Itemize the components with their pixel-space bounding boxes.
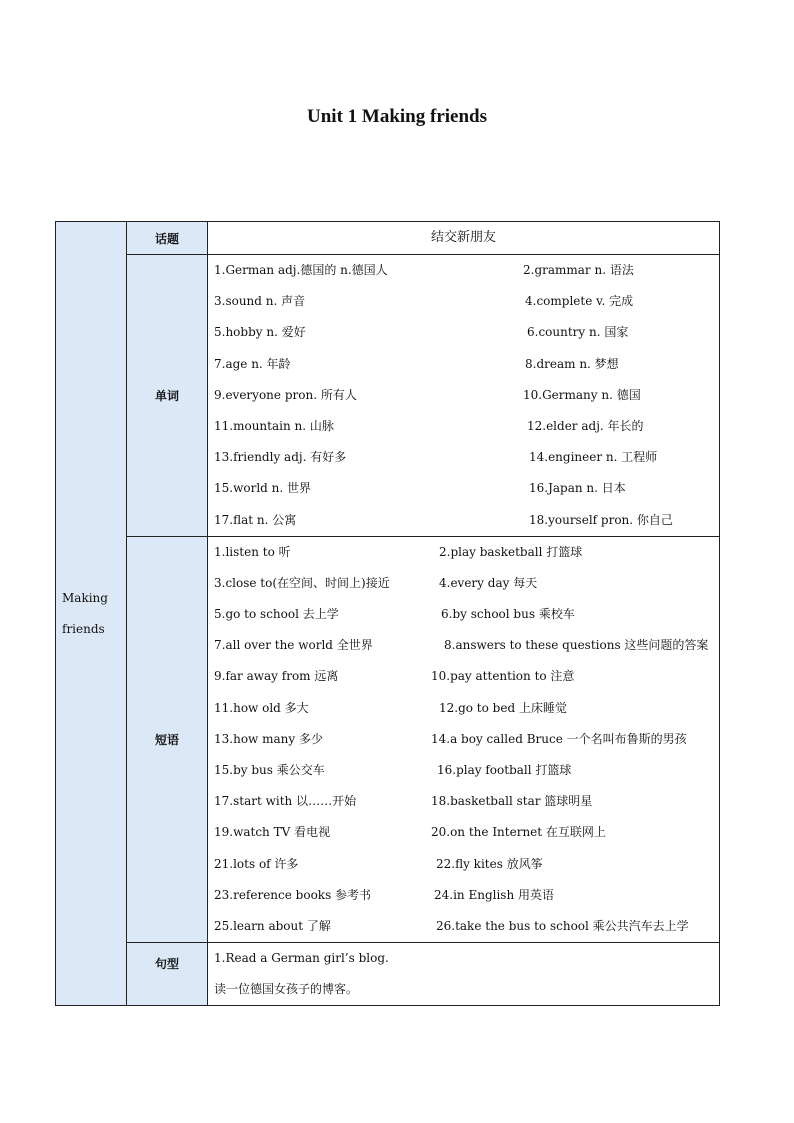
phrase-row <box>214 911 713 942</box>
word-left: 3.sound n. 声音 <box>214 294 306 309</box>
words-row <box>56 255 720 537</box>
words-list <box>214 255 713 536</box>
phrase-right: 4.every day 每天 <box>439 575 538 590</box>
phrase-row <box>214 817 713 848</box>
phrase-left: 11.how old 多大 <box>214 700 309 715</box>
word-right: 16.Japan n. 日本 <box>529 481 626 496</box>
word-right: 14.engineer n. 工程师 <box>529 450 658 465</box>
phrase-row <box>214 880 713 911</box>
word-left: 9.everyone pron. 所有人 <box>214 387 357 402</box>
phrase-right: 20.on the Internet 在互联网上 <box>431 825 606 840</box>
sentences-cell <box>208 943 720 1006</box>
sentences-row <box>56 943 720 1006</box>
phrase-row <box>214 849 713 880</box>
word-right: 8.dream n. 梦想 <box>525 356 619 371</box>
topic-cell <box>208 222 720 255</box>
phrases-list <box>214 537 713 942</box>
word-left: 17.flat n. 公寓 <box>214 512 297 527</box>
word-left: 7.age n. 年龄 <box>214 356 291 371</box>
phrase-right: 22.fly kites 放风筝 <box>436 856 543 871</box>
word-row <box>214 473 713 504</box>
phrase-right: 14.a boy called Bruce 一个名叫布鲁斯的男孩 <box>431 731 687 746</box>
phrase-left: 7.all over the world 全世界 <box>214 638 373 653</box>
phrase-left: 5.go to school 去上学 <box>214 607 339 622</box>
phrase-right: 8.answers to these questions 这些问题的答案 <box>444 638 709 653</box>
word-left: 5.hobby n. 爱好 <box>214 325 306 340</box>
phrase-row <box>214 630 713 661</box>
phrase-row <box>214 537 713 568</box>
phrase-right: 12.go to bed 上床睡觉 <box>439 700 567 715</box>
word-row <box>214 349 713 380</box>
phrase-left: 3.close to(在空间、时间上)接近 <box>214 575 390 590</box>
sentence-chinese: 读一位德国女孩子的博客。 <box>214 982 359 997</box>
word-left: 15.world n. 世界 <box>214 481 312 496</box>
phrase-right: 10.pay attention to 注意 <box>431 669 575 684</box>
word-right: 6.country n. 国家 <box>527 325 629 340</box>
word-row <box>214 505 713 536</box>
phrase-left: 15.by bus 乘公交车 <box>214 763 325 777</box>
topic-row <box>56 222 720 255</box>
phrase-right: 24.in English 用英语 <box>434 887 555 902</box>
word-right: 12.elder adj. 年长的 <box>527 418 644 433</box>
phrase-left: 19.watch TV 看电视 <box>214 825 331 840</box>
phrase-left: 13.how many 多少 <box>214 731 323 746</box>
phrase-right: 6.by school bus 乘校车 <box>441 607 575 622</box>
phrase-left: 23.reference books 参考书 <box>214 887 372 902</box>
phrase-left: 25.learn about 了解 <box>214 918 331 933</box>
phrase-right: 2.play basketball 打篮球 <box>439 544 583 559</box>
phrase-row <box>214 724 713 755</box>
unit-label: Making friends <box>62 590 108 636</box>
words-cell <box>208 255 720 537</box>
words-label: 单词 <box>127 255 208 537</box>
phrase-right: 18.basketball star 篮球明星 <box>431 794 593 809</box>
vocabulary-table <box>55 221 720 1006</box>
phrase-row <box>214 755 713 786</box>
phrase-right: 26.take the bus to school 乘公共汽车去上学 <box>436 918 689 933</box>
phrase-row <box>214 599 713 630</box>
word-right: 10.Germany n. 德国 <box>523 387 641 402</box>
phrase-row <box>214 661 713 692</box>
word-row <box>214 380 713 411</box>
word-row <box>214 286 713 317</box>
word-right: 4.complete v. 完成 <box>525 294 634 309</box>
word-row <box>214 411 713 442</box>
phrases-cell <box>208 536 720 942</box>
word-row <box>214 255 713 286</box>
word-right: 18.yourself pron. 你自己 <box>529 512 673 527</box>
phrase-row <box>214 786 713 817</box>
phrase-row <box>214 568 713 599</box>
phrases-row <box>56 536 720 942</box>
phrase-right: 16.play football 打篮球 <box>437 763 572 777</box>
word-left: 1.German adj.德国的 n.德国人 <box>214 263 388 277</box>
sentences-label: 句型 <box>127 943 208 1006</box>
topic-text: 结交新朋友 <box>430 230 496 245</box>
sentence-english: 1.Read a German girl’s blog. <box>214 951 389 966</box>
word-row <box>214 442 713 473</box>
phrase-row <box>214 693 713 724</box>
word-left: 13.friendly adj. 有好多 <box>214 450 347 465</box>
phrase-left: 21.lots of 许多 <box>214 856 299 871</box>
word-left: 11.mountain n. 山脉 <box>214 418 334 433</box>
phrase-left: 1.listen to 听 <box>214 544 291 559</box>
unit-cell <box>56 222 127 1006</box>
page-title: Unit 1 Making friends <box>307 106 487 127</box>
topic-label: 话题 <box>127 222 208 255</box>
phrases-label: 短语 <box>127 536 208 942</box>
word-right: 2.grammar n. 语法 <box>523 263 634 277</box>
word-row <box>214 317 713 348</box>
phrase-left: 17.start with 以……开始 <box>214 794 357 809</box>
phrase-left: 9.far away from 远离 <box>214 669 339 684</box>
